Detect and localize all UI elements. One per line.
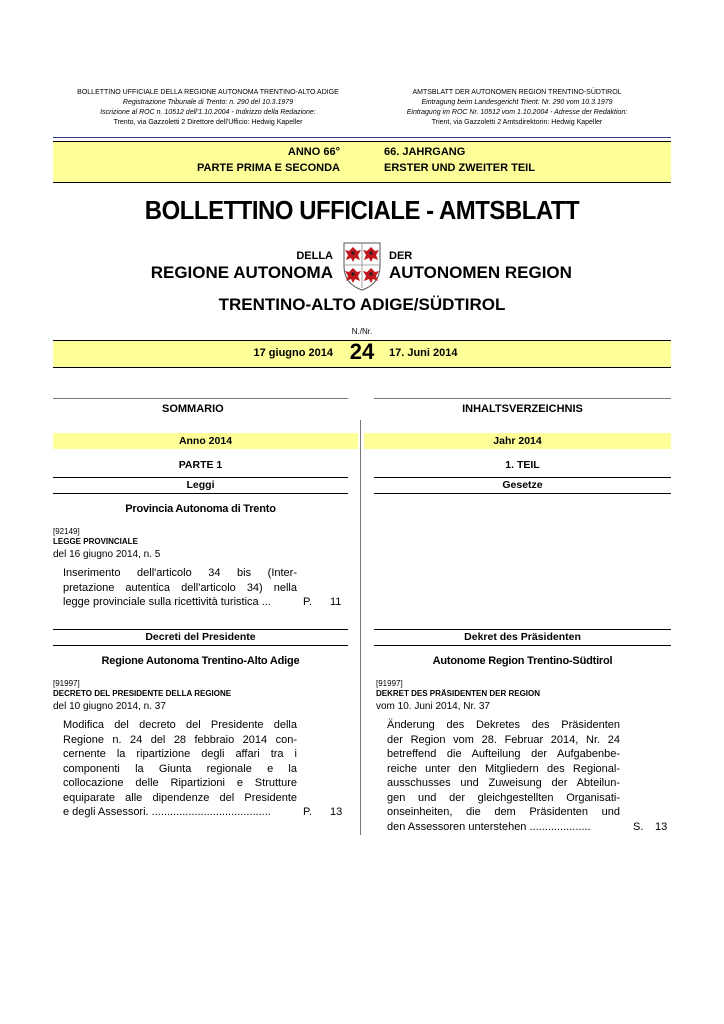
decree-line-it: equiparate alle dipendenze del Presidente: [63, 791, 297, 804]
decree-line-it: collocazione delle Ripartizioni e Strutture: [63, 777, 297, 789]
header-right: [362, 88, 672, 128]
header-right-line1: AMTSBLATT DER AUTONOMEN REGION TRENTINO-SÜDTIROL: [412, 89, 622, 96]
rule-right-top: [374, 398, 671, 399]
della-label: DELLA: [296, 250, 333, 262]
header-left-line4: Trento, via Gazzoletti 2 Direttore dell'Ufficio: Hedwig Kapeller: [113, 119, 303, 126]
decree-page-link-de[interactable]: 13: [655, 820, 668, 833]
decree-page-link-it[interactable]: 13: [330, 806, 343, 818]
decree-page-label-it: P.: [303, 806, 312, 818]
coat-of-arms-logo: [341, 240, 383, 292]
law-line2: pretazione autentica dell'articolo 34) nella: [63, 581, 297, 594]
decree-line-de: den Assessoren unterstehen ....................: [387, 820, 591, 833]
decree-line-it: cernente la ripartizione degli affari tra i: [63, 748, 297, 760]
section-gesetze: Gesetze: [502, 479, 543, 491]
decree-page-label-de: S.: [633, 820, 644, 833]
page-title: BOLLETTINO UFFICIALE - AMTSBLATT: [144, 195, 580, 225]
province-heading: Provincia Autonoma di Trento: [125, 503, 276, 515]
decree-line-de: reiche unter den Mitgliedern des Regional-: [387, 762, 620, 775]
rule-gesetze-top: [374, 477, 671, 478]
rule-gesetze-bottom: [374, 493, 671, 494]
header-right-line3: Eintragung im ROC Nr. 10512 vom 1.10.2004 - Adresse der Redaktion:: [406, 109, 628, 116]
decree-line-de: onseinheiten, die dem Präsidenten und: [387, 806, 620, 818]
issue-date-it: 17 giugno 2014: [253, 347, 333, 359]
der-label: DER: [389, 250, 413, 262]
rule-leggi-bottom: [53, 493, 348, 494]
header-rule: [53, 137, 671, 138]
nr-label: N./Nr.: [351, 327, 373, 336]
decree-id-it: [91997]: [53, 679, 80, 688]
decree-line-de: gen und der gleichgestellten Organisati-: [387, 791, 620, 804]
decree-line-de: ausschusses und Zuweisung der Abteilun-: [387, 777, 620, 789]
law-type: LEGGE PROVINCIALE: [53, 537, 138, 546]
decree-line-de: Änderung des Dekretes des Präsidenten: [387, 719, 620, 731]
decree-id-de: [91997]: [376, 679, 403, 688]
law-id: [92149]: [53, 527, 80, 536]
header-left-line1: BOLLETTINO UFFICIALE DELLA REGIONE AUTONOMA TRENTINO-ALTO ADIGE: [77, 89, 339, 96]
rule-left-top: [53, 398, 348, 399]
parte-de: ERSTER UND ZWEITER TEIL: [384, 162, 535, 174]
part-it: PARTE 1: [178, 459, 223, 471]
section-decreti: Decreti del Presidente: [145, 631, 256, 643]
parte-it: PARTE PRIMA E SECONDA: [196, 162, 340, 174]
year-row-de: Jahr 2014: [364, 433, 671, 449]
header-left-line3: Iscrizione al ROC n. 10512 dell’1.10.2004 - Indirizzo della Redazione:: [100, 109, 316, 116]
decree-line-it: componenti la Giunta regionale e la: [63, 762, 297, 775]
part-de: 1. TEIL: [505, 459, 540, 471]
sommario-heading: SOMMARIO: [162, 403, 224, 415]
column-divider: [360, 420, 361, 835]
anno-it: ANNO 66°: [287, 146, 340, 158]
territory-name: TRENTINO-ALTO ADIGE/SÜDTIROL: [218, 295, 506, 314]
header-left-line2: Registrazione Tribunale di Trento: n. 290 del 10.3.1979: [122, 99, 294, 106]
rule-decreti-top: [53, 629, 348, 630]
region-heading-it: Regione Autonoma Trentino-Alto Adige: [101, 655, 300, 667]
decree-line-it: Modifica del decreto del Presidente della: [63, 719, 297, 731]
header-left: [53, 88, 363, 128]
decree-line-de: betreffend die Aufteilung der Aufgabenbe-: [387, 748, 620, 760]
rule-dekret-top: [374, 629, 671, 630]
header-right-line2: Eintragung beim Landesgericht Trient: Nr. 290 vom 10.3.1979: [421, 99, 613, 106]
year-row-it: Anno 2014: [53, 433, 358, 449]
region-heading-de: Autonome Region Trentino-Südtirol: [432, 655, 613, 667]
rule-decreti-bottom: [53, 645, 348, 646]
decree-type-it: DECRETO DEL PRESIDENTE DELLA REGIONE: [53, 689, 232, 698]
header-right-line4: Trient, via Gazzoletti 2 Amtsdirektorin: Hedwig Kapeller: [431, 119, 603, 126]
inhalt-heading: INHALTSVERZEICHNIS: [462, 403, 583, 415]
law-page-label: P.: [303, 596, 312, 608]
decree-date-it: del 10 giugno 2014, n. 37: [53, 701, 166, 712]
section-leggi: Leggi: [186, 479, 215, 491]
decree-date-de: vom 10. Juni 2014, Nr. 37: [376, 701, 490, 712]
decree-type-de: DEKRET DES PRÄSIDENTEN DER REGION: [376, 689, 541, 698]
law-line3: legge provinciale sulla ricettività turistica ...: [63, 596, 271, 608]
anno-de: 66. JAHRGANG: [384, 146, 466, 158]
rule-leggi-top: [53, 477, 348, 478]
issue-date-de: 17. Juni 2014: [389, 347, 458, 359]
decree-line-it: Regione n. 24 del 28 febbraio 2014 con-: [63, 733, 297, 746]
decree-line-it: e degli Assessori. .......................................: [63, 806, 271, 818]
rule-dekret-bottom: [374, 645, 671, 646]
issue-number: 24: [349, 339, 375, 364]
law-date: del 16 giugno 2014, n. 5: [53, 549, 161, 560]
autonomen-region: AUTONOMEN REGION: [389, 263, 572, 282]
decree-line-de: der Region vom 28. Februar 2014, Nr. 24: [387, 733, 620, 746]
law-line1: Inserimento dell'articolo 34 bis (Inter-: [63, 567, 297, 579]
regione-autonoma: REGIONE AUTONOMA: [150, 263, 333, 282]
section-dekret: Dekret des Präsidenten: [464, 631, 581, 643]
law-page-link[interactable]: 11: [330, 596, 342, 608]
